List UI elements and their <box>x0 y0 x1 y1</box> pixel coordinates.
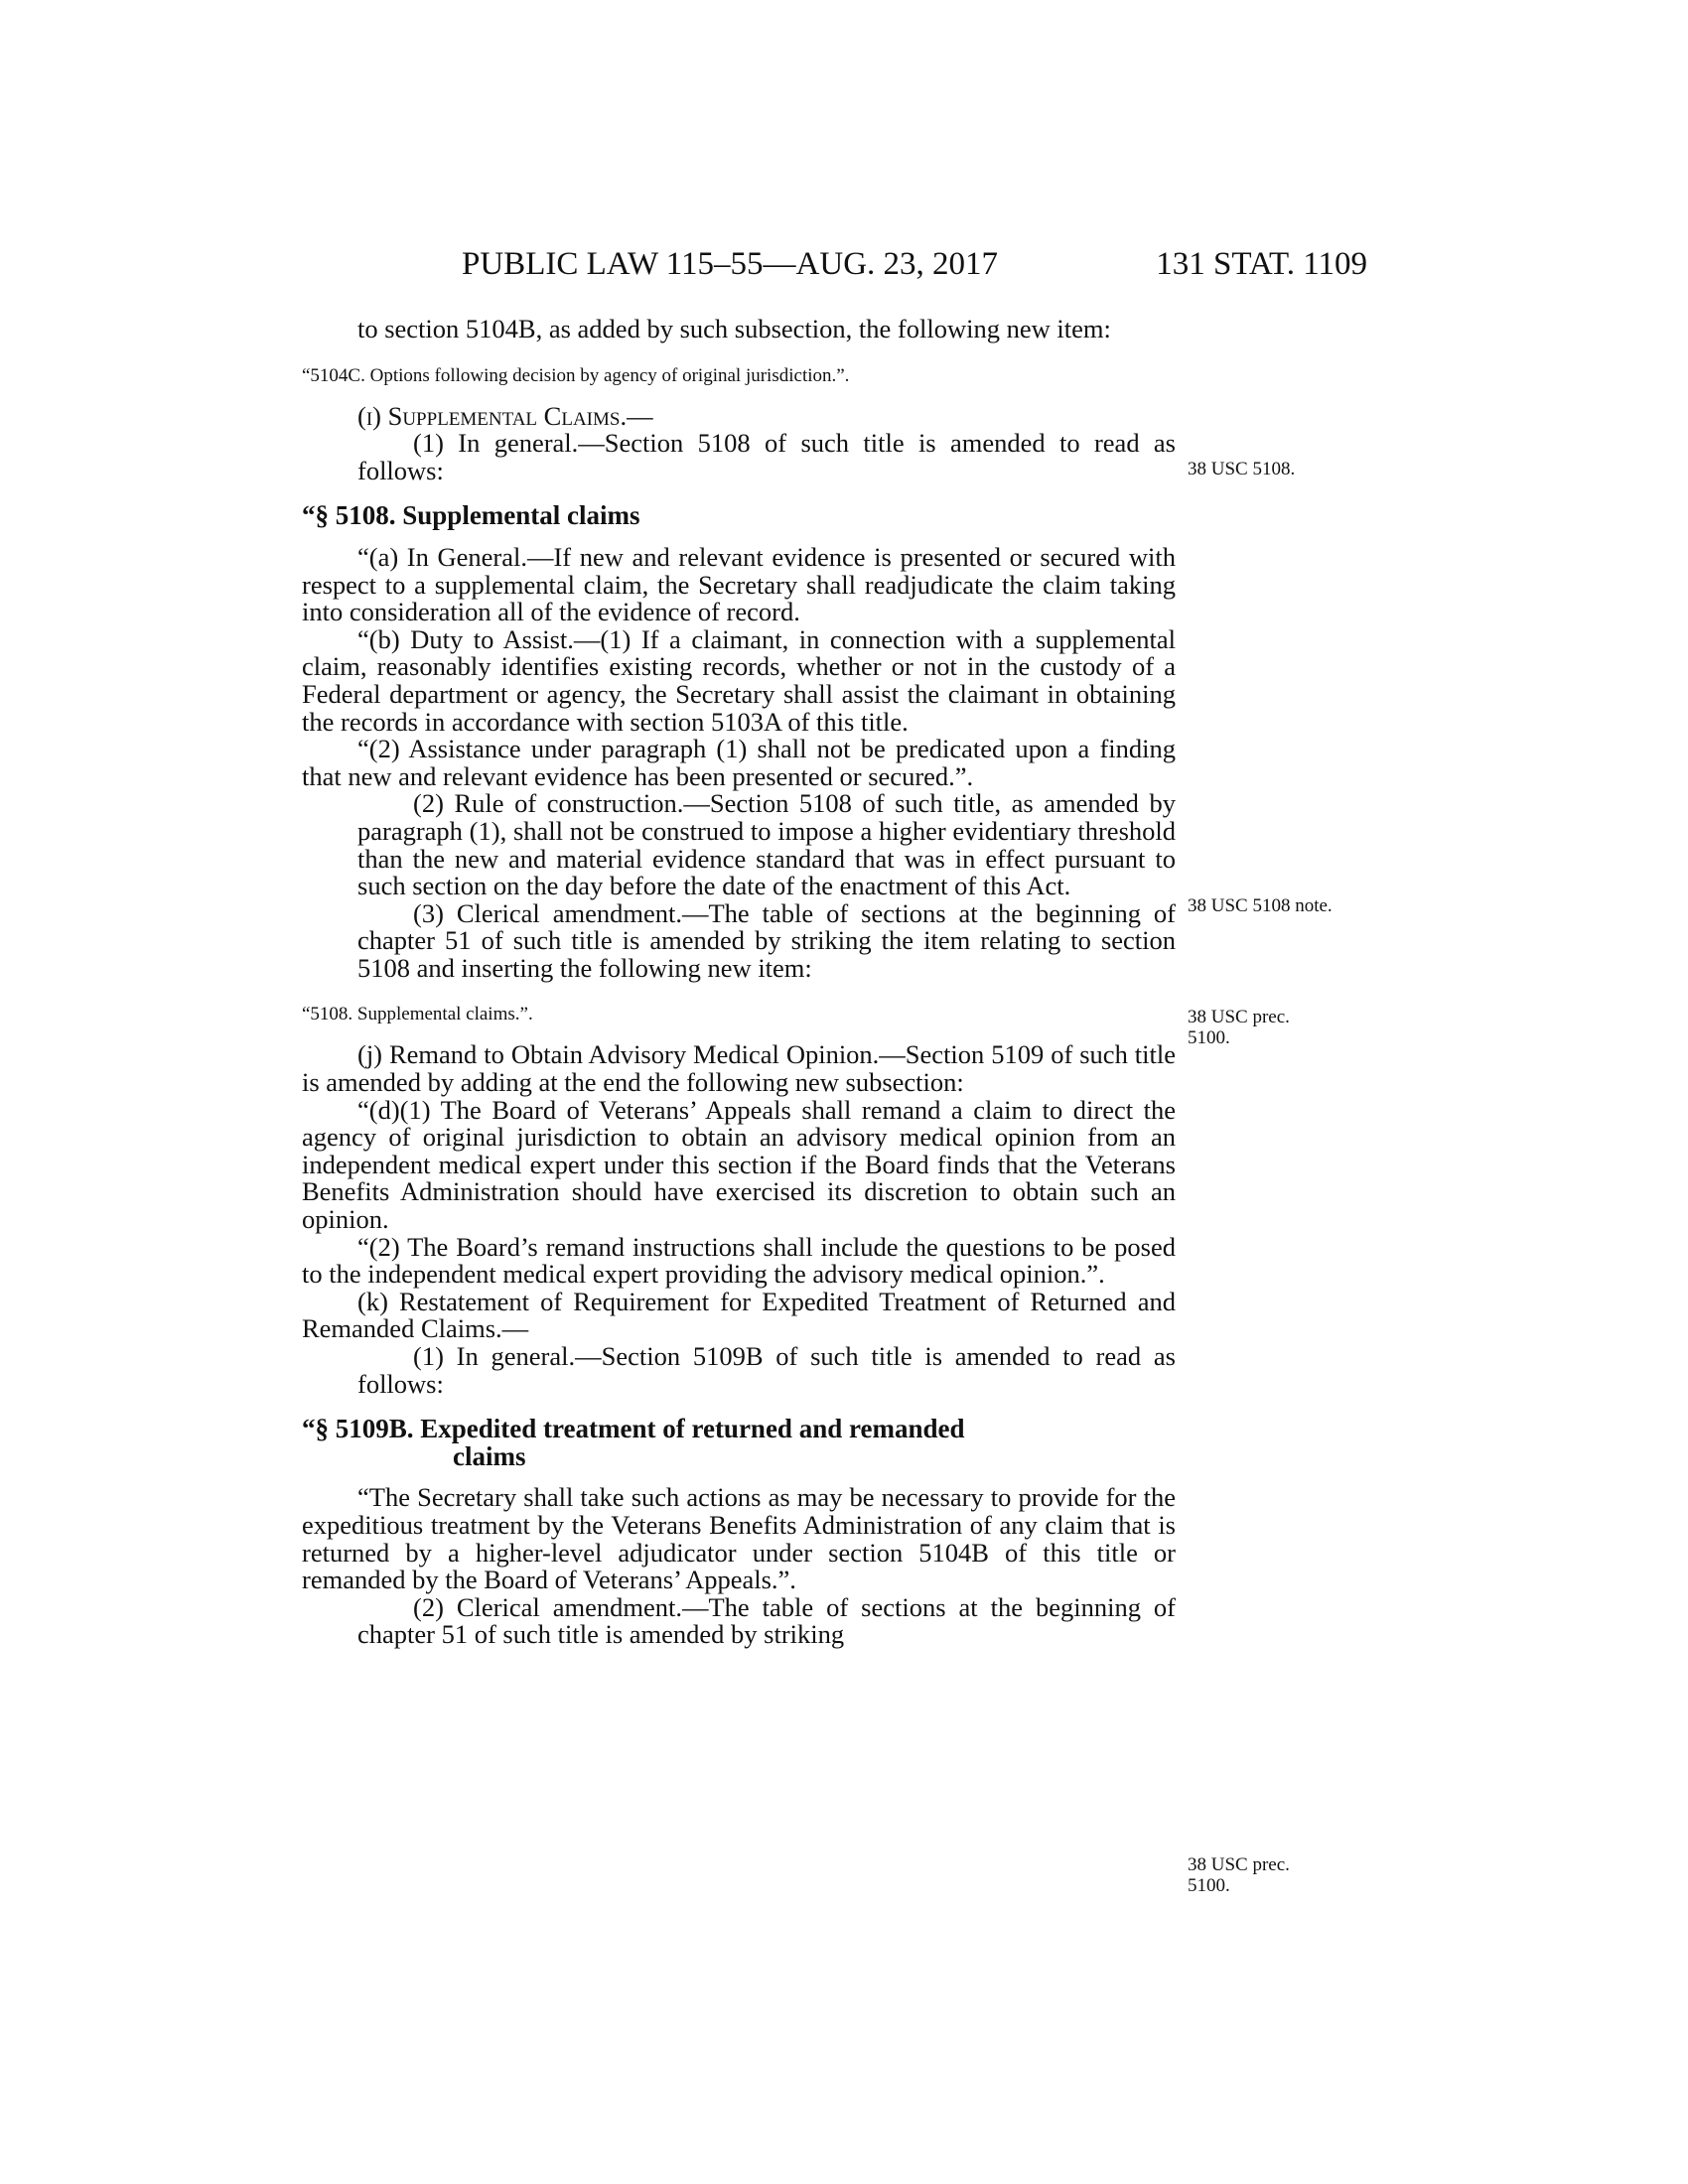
section-5109b-heading-line2: claims <box>453 1440 526 1471</box>
subsection-j: (j) Remand to Obtain Advisory Medical Opinion.—Section 5109 of such title is amended by adding at the end the following new subsection: <box>302 1039 1176 1098</box>
margin-note-38usc5108: 38 USC 5108. <box>1188 459 1296 479</box>
section-5109b-heading-line1: “§ 5109B. Expedited treatment of returned and remanded <box>302 1414 965 1444</box>
subsection-d1: “(d)(1) The Board of Veterans’ Appeals shall remand a claim to direct the agency of original jurisdiction to obtain an advisory medical opinion from an independent medical expert under this section if the Board finds that the Veterans Benefits Administration should have exercised its discretion to obtain such an opinion. <box>302 1094 1176 1235</box>
subsection-b: “(b) Duty to Assist.—(1) If a claimant, in connection with a supplemental claim, reasonably identifies existing records, whether or not in the custody of a Federal department or agency, the Secretary shall assist the claimant in obtaining the records in accordance with section 5103A of this title. <box>302 623 1176 737</box>
section-5109b-heading <box>302 1416 1176 1470</box>
public-law-citation: PUBLIC LAW 115–55—AUG. 23, 2017 <box>462 246 999 282</box>
subsection-b2: “(2) Assistance under paragraph (1) shall not be predicated upon a finding that new and relevant evidence has been presented or secured.”. <box>302 734 1176 791</box>
paragraph-k1: (1) In general.—Section 5109B of such title is amended to read as follows: <box>357 1341 1176 1399</box>
margin-note-38usc5108-note: 38 USC 5108 note. <box>1188 895 1333 916</box>
paragraph: to section 5104B, as added by such subsection, the following new item: <box>357 314 1111 343</box>
subsection-a: “(a) In General.—If new and relevant evidence is presented or secured with respect to a supplemental claim, the Secretary shall readjudicate the claim taking into consideration all of the evidence of record. <box>302 541 1176 627</box>
paragraph-i3: (3) Clerical amendment.—The table of sections at the beginning of chapter 51 of such title is amended by striking the item relating to section 5108 and inserting the following new item: <box>357 897 1176 983</box>
table-item-5104c: “5104C. Options following decision by agency of original jurisdiction.”. <box>302 364 850 386</box>
margin-note-38usc-prec5100-a: 38 USC prec. 5100. <box>1188 1007 1290 1048</box>
body-text <box>302 316 1176 1649</box>
paragraph-i2: (2) Rule of construction.—Section 5108 of such title, as amended by paragraph (1), shall not be construed to impose a higher evidentiary threshold than the new and material evidence standard that was in effect pursuant to such section on the day before the date of the enactment of this Act. <box>357 788 1176 901</box>
subsection-d2: “(2) The Board’s remand instructions shall include the questions to be posed to the independent medical expert providing the advisory medical opinion.”. <box>302 1231 1176 1290</box>
table-item-5108: “5108. Supplemental claims.”. <box>302 1004 533 1025</box>
statute-page-number: 131 STAT. 1109 <box>1156 246 1367 282</box>
paragraph-k2: (2) Clerical amendment.—The table of sections at the beginning of chapter 51 of such title is amended by striking <box>357 1591 1176 1650</box>
page-header <box>462 246 1367 286</box>
section-5108-heading: “§ 5108. Supplemental claims <box>302 500 640 531</box>
section-5109b-text: “The Secretary shall take such actions as may be necessary to provide for the expeditious treatment by the Veterans Benefits Administration of any claim that is returned by a higher-level adjudicator under section 5104B of this title or remanded by the Board of Veterans’ Appeals.”. <box>302 1482 1176 1595</box>
subsection-k-heading: (k) Restatement of Requirement for Expedited Treatment of Returned and Remanded Claims.— <box>302 1286 1176 1344</box>
margin-note-38usc-prec5100-b: 38 USC prec. 5100. <box>1188 1854 1290 1896</box>
subsection-i-heading: (i) Supplemental Claims.— <box>357 400 653 431</box>
paragraph-i1: (1) In general.—Section 5108 of such title is amended to read as follows: <box>357 428 1176 485</box>
